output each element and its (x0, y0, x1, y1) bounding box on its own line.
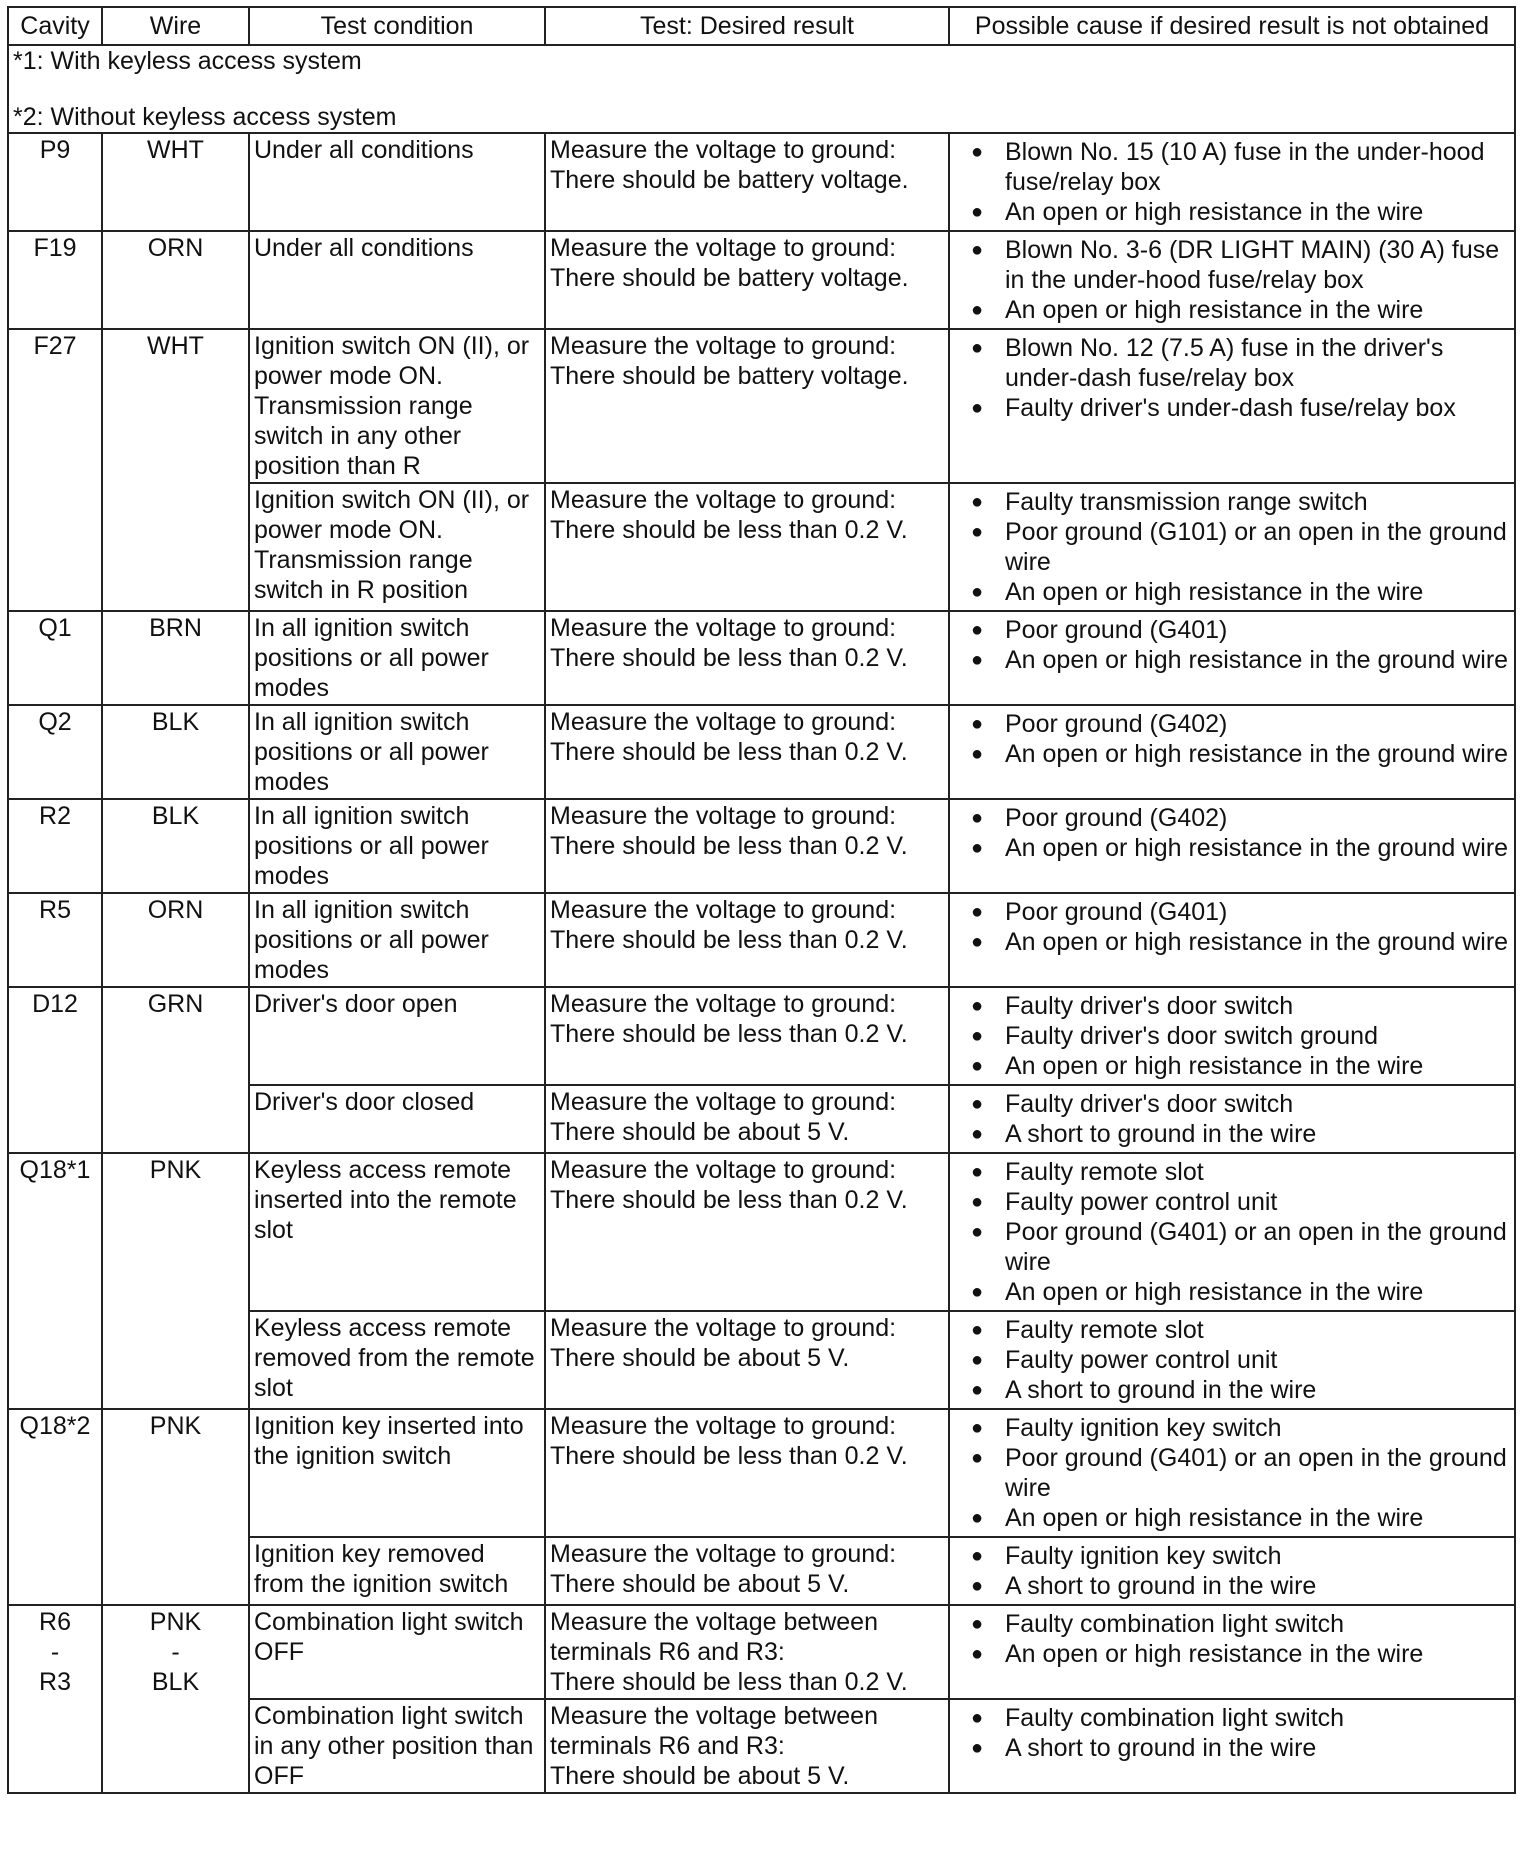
cause-item: ● Faulty driver's door switch (954, 991, 1510, 1021)
cause-item: ● Poor ground (G401) or an open in the ground wire (954, 1443, 1510, 1503)
table-row (8, 705, 1515, 799)
test-condition-cell (249, 611, 545, 705)
cavity-cell (8, 329, 102, 611)
cause-item: ● An open or high resistance in the ground wire (954, 739, 1510, 769)
possible-cause-cell (949, 1153, 1515, 1311)
possible-cause-cell (949, 483, 1515, 611)
wire-cell (102, 987, 249, 1153)
test-condition: Driver's door closed (254, 1088, 475, 1116)
cause-item: ● Poor ground (G402) (954, 803, 1510, 833)
cause-list (954, 707, 1510, 771)
test-condition-cell (249, 329, 545, 483)
table-row (8, 987, 1515, 1085)
desired-result-line: Measure the voltage to ground: (550, 990, 897, 1018)
wire-color: PNK (149, 1156, 202, 1184)
wire-color: BLK (151, 802, 200, 830)
cause-item: ● Poor ground (G402) (954, 709, 1510, 739)
test-condition: Combination light switch OFF (254, 1608, 524, 1666)
desired-result-line: There should be less than 0.2 V. (550, 1186, 908, 1214)
cause-item: ● Poor ground (G101) or an open in the ground wire (954, 517, 1510, 577)
test-condition-cell (249, 893, 545, 987)
cause-item: ● Poor ground (G401) or an open in the ground wire (954, 1217, 1510, 1277)
cause-item: ● Faulty driver's under-dash fuse/relay box (954, 393, 1510, 423)
cause-item: ● Blown No. 3-6 (DR LIGHT MAIN) (30 A) fuse in the under-hood fuse/relay box (954, 235, 1510, 295)
wire-cell (102, 799, 249, 893)
table-row (8, 611, 1515, 705)
desired-result-cell (545, 1085, 949, 1153)
wire-color: WHT (147, 136, 204, 164)
cause-item: ● Poor ground (G401) (954, 897, 1510, 927)
cavity-label: P9 (39, 136, 71, 164)
wire-color: ORN (147, 896, 204, 924)
desired-result-cell (545, 1153, 949, 1311)
desired-result-cell (545, 329, 949, 483)
wire-color: - (171, 1638, 180, 1666)
desired-result-line: There should be battery voltage. (550, 362, 909, 390)
diagnostic-table (7, 6, 1516, 1794)
table-row (8, 231, 1515, 329)
desired-result-line: There should be less than 0.2 V. (550, 738, 908, 766)
wire-cell (102, 611, 249, 705)
wire-color: BLK (151, 708, 200, 736)
test-condition-cell (249, 705, 545, 799)
desired-result-line: Measure the voltage to ground: (550, 1412, 897, 1440)
cause-item: ● A short to ground in the wire (954, 1119, 1510, 1149)
possible-cause-cell (949, 1409, 1515, 1537)
test-condition-cell (249, 1605, 545, 1699)
table-row (8, 893, 1515, 987)
cause-item: ● An open or high resistance in the wire (954, 577, 1510, 607)
wire-color: WHT (147, 332, 204, 360)
cause-list (954, 1539, 1510, 1603)
test-condition-cell (249, 1153, 545, 1311)
desired-result-line: terminals R6 and R3: (550, 1732, 785, 1760)
desired-result-line: Measure the voltage to ground: (550, 802, 897, 830)
possible-cause-cell (949, 1699, 1515, 1793)
wire-color: PNK (149, 1412, 202, 1440)
cause-item: ● Blown No. 15 (10 A) fuse in the under-hood fuse/relay box (954, 137, 1510, 197)
cause-item: ● An open or high resistance in the ground wire (954, 927, 1510, 957)
desired-result-line: There should be less than 0.2 V. (550, 516, 908, 544)
wire-color: BRN (149, 614, 202, 642)
desired-result-cell (545, 1699, 949, 1793)
test-condition: In all ignition switch positions or all power modes (254, 614, 489, 702)
cause-item: ● An open or high resistance in the wire (954, 1051, 1510, 1081)
possible-cause-cell (949, 1605, 1515, 1699)
wire-cell (102, 329, 249, 611)
desired-result-line: Measure the voltage to ground: (550, 136, 897, 164)
cause-item: ● An open or high resistance in the ground wire (954, 645, 1510, 675)
table-row (8, 1605, 1515, 1699)
cavity-cell (8, 705, 102, 799)
wire-cell (102, 133, 249, 231)
cause-list (954, 233, 1510, 327)
desired-result-cell (545, 987, 949, 1085)
cause-list (954, 485, 1510, 609)
test-condition: Keyless access remote removed from the remote slot (254, 1314, 535, 1402)
cause-item: ● Faulty power control unit (954, 1345, 1510, 1375)
cavity-label: - (50, 1638, 60, 1666)
possible-cause-cell (949, 133, 1515, 231)
test-condition-cell (249, 1699, 545, 1793)
test-condition: Under all conditions (254, 234, 474, 262)
test-condition-cell (249, 133, 545, 231)
desired-result-line: Measure the voltage to ground: (550, 332, 897, 360)
footnote-1: *1: With keyless access system (13, 47, 362, 75)
wire-cell (102, 893, 249, 987)
cavity-label: D12 (32, 990, 78, 1018)
desired-result-line: Measure the voltage to ground: (550, 1314, 897, 1342)
test-condition-cell (249, 1311, 545, 1409)
cavity-cell (8, 1153, 102, 1409)
wire-color: ORN (147, 234, 204, 262)
desired-result-cell (545, 1605, 949, 1699)
cavity-cell (8, 799, 102, 893)
cavity-cell (8, 231, 102, 329)
cavity-cell (8, 1409, 102, 1605)
desired-result-line: Measure the voltage to ground: (550, 1540, 897, 1568)
cause-list (954, 1087, 1510, 1151)
cause-item: ● An open or high resistance in the wire (954, 1503, 1510, 1533)
header-test-condition: Test condition (249, 7, 545, 45)
cause-list (954, 613, 1510, 677)
desired-result-line: There should be less than 0.2 V. (550, 1442, 908, 1470)
wire-cell (102, 231, 249, 329)
desired-result-cell (545, 799, 949, 893)
desired-result-line: There should be less than 0.2 V. (550, 832, 908, 860)
test-condition: Combination light switch in any other position than OFF (254, 1702, 534, 1790)
test-condition: Ignition key inserted into the ignition switch (254, 1412, 524, 1470)
test-condition-cell (249, 1409, 545, 1537)
cause-list (954, 1155, 1510, 1309)
possible-cause-cell (949, 987, 1515, 1085)
cause-item: ● A short to ground in the wire (954, 1733, 1510, 1763)
header-desired-result: Test: Desired result (545, 7, 949, 45)
table-row (8, 1153, 1515, 1311)
wire-color: GRN (147, 990, 204, 1018)
cavity-cell (8, 611, 102, 705)
desired-result-cell (545, 483, 949, 611)
test-condition-cell (249, 987, 545, 1085)
cause-item: ● An open or high resistance in the wire (954, 295, 1510, 325)
cause-item: ● A short to ground in the wire (954, 1375, 1510, 1405)
test-condition-cell (249, 483, 545, 611)
cause-item: ● An open or high resistance in the wire (954, 1277, 1510, 1307)
test-condition: Under all conditions (254, 136, 474, 164)
desired-result-line: Measure the voltage to ground: (550, 1156, 897, 1184)
desired-result-cell (545, 705, 949, 799)
cause-list (954, 135, 1510, 229)
desired-result-line: There should be less than 0.2 V. (550, 644, 908, 672)
cause-item: ● Faulty power control unit (954, 1187, 1510, 1217)
cavity-cell (8, 987, 102, 1153)
table-row (8, 329, 1515, 483)
cavity-label: F19 (33, 234, 77, 262)
table-row (8, 133, 1515, 231)
test-condition-cell (249, 1537, 545, 1605)
cause-list (954, 895, 1510, 959)
possible-cause-cell (949, 705, 1515, 799)
desired-result-cell (545, 893, 949, 987)
wire-color: BLK (151, 1668, 200, 1696)
cause-item: ● Faulty combination light switch (954, 1609, 1510, 1639)
desired-result-line: Measure the voltage to ground: (550, 614, 897, 642)
table-row (8, 1409, 1515, 1537)
possible-cause-cell (949, 231, 1515, 329)
cause-item: ● Faulty ignition key switch (954, 1541, 1510, 1571)
cause-item: ● Faulty combination light switch (954, 1703, 1510, 1733)
cause-list (954, 1607, 1510, 1671)
cause-item: ● Faulty driver's door switch ground (954, 1021, 1510, 1051)
cause-list (954, 1313, 1510, 1407)
wire-cell (102, 1153, 249, 1409)
notes-row (8, 45, 1515, 133)
test-condition-cell (249, 231, 545, 329)
cause-item: ● A short to ground in the wire (954, 1571, 1510, 1601)
possible-cause-cell (949, 329, 1515, 483)
test-condition-cell (249, 1085, 545, 1153)
wire-cell (102, 1605, 249, 1793)
table-body (8, 45, 1515, 1793)
cause-list (954, 1701, 1510, 1765)
desired-result-cell (545, 231, 949, 329)
cause-list (954, 331, 1510, 425)
desired-result-line: There should be less than 0.2 V. (550, 1668, 908, 1696)
cause-item: ● Faulty transmission range switch (954, 487, 1510, 517)
cavity-label: R3 (39, 1668, 71, 1696)
cause-list (954, 1411, 1510, 1535)
header-cavity: Cavity (8, 7, 102, 45)
desired-result-line: Measure the voltage to ground: (550, 234, 897, 262)
possible-cause-cell (949, 611, 1515, 705)
table-row (8, 799, 1515, 893)
test-condition: In all ignition switch positions or all power modes (254, 708, 489, 796)
cavity-label: Q18*1 (19, 1156, 91, 1184)
cavity-label: Q1 (38, 614, 72, 642)
desired-result-line: Measure the voltage between (550, 1702, 878, 1730)
header-possible-cause: Possible cause if desired result is not obtained (949, 7, 1515, 45)
header-wire: Wire (102, 7, 249, 45)
header-row (8, 7, 1515, 45)
possible-cause-cell (949, 799, 1515, 893)
cause-item: ● Poor ground (G401) (954, 615, 1510, 645)
test-condition: Driver's door open (254, 990, 458, 1018)
desired-result-line: Measure the voltage to ground: (550, 708, 897, 736)
cause-list (954, 989, 1510, 1083)
cause-item: ● Faulty ignition key switch (954, 1413, 1510, 1443)
cause-item: ● An open or high resistance in the ground wire (954, 833, 1510, 863)
cause-item: ● An open or high resistance in the wire (954, 197, 1510, 227)
test-condition-cell (249, 799, 545, 893)
cavity-label: Q2 (38, 708, 72, 736)
cavity-cell (8, 893, 102, 987)
cause-item: ● Blown No. 12 (7.5 A) fuse in the driver's under-dash fuse/relay box (954, 333, 1510, 393)
cavity-label: F27 (33, 332, 77, 360)
test-condition: In all ignition switch positions or all power modes (254, 802, 489, 890)
desired-result-line: There should be about 5 V. (550, 1344, 850, 1372)
desired-result-line: Measure the voltage to ground: (550, 1088, 897, 1116)
cavity-cell (8, 1605, 102, 1793)
possible-cause-cell (949, 893, 1515, 987)
cause-item: ● Faulty remote slot (954, 1157, 1510, 1187)
desired-result-line: There should be less than 0.2 V. (550, 1020, 908, 1048)
desired-result-line: There should be battery voltage. (550, 166, 909, 194)
desired-result-line: There should be less than 0.2 V. (550, 926, 908, 954)
footnotes-cell (8, 45, 1515, 133)
desired-result-line: There should be about 5 V. (550, 1762, 850, 1790)
desired-result-line: There should be about 5 V. (550, 1118, 850, 1146)
possible-cause-cell (949, 1085, 1515, 1153)
test-condition: Ignition key removed from the ignition switch (254, 1540, 509, 1598)
desired-result-line: terminals R6 and R3: (550, 1638, 785, 1666)
cavity-cell (8, 133, 102, 231)
test-condition: Keyless access remote inserted into the remote slot (254, 1156, 517, 1244)
test-condition: In all ignition switch positions or all power modes (254, 896, 489, 984)
desired-result-cell (545, 611, 949, 705)
cause-item: ● An open or high resistance in the wire (954, 1639, 1510, 1669)
desired-result-cell (545, 133, 949, 231)
cavity-label: R5 (39, 896, 71, 924)
desired-result-cell (545, 1311, 949, 1409)
desired-result-line: There should be battery voltage. (550, 264, 909, 292)
test-condition: Ignition switch ON (II), or power mode ON. Transmission range switch in R position (254, 486, 530, 604)
cause-list (954, 801, 1510, 865)
desired-result-line: There should be about 5 V. (550, 1570, 850, 1598)
wire-color: PNK (149, 1608, 202, 1636)
cause-item: ● Faulty driver's door switch (954, 1089, 1510, 1119)
cavity-label: R2 (39, 802, 71, 830)
wire-cell (102, 705, 249, 799)
wire-cell (102, 1409, 249, 1605)
desired-result-cell (545, 1409, 949, 1537)
cause-item: ● Faulty remote slot (954, 1315, 1510, 1345)
possible-cause-cell (949, 1311, 1515, 1409)
desired-result-cell (545, 1537, 949, 1605)
footnote-2: *2: Without keyless access system (13, 103, 397, 131)
test-condition: Ignition switch ON (II), or power mode ON. Transmission range switch in any other position than R (254, 332, 530, 480)
possible-cause-cell (949, 1537, 1515, 1605)
desired-result-line: Measure the voltage to ground: (550, 896, 897, 924)
desired-result-line: Measure the voltage to ground: (550, 486, 897, 514)
cavity-label: R6 (39, 1608, 71, 1636)
desired-result-line: Measure the voltage between (550, 1608, 878, 1636)
cavity-label: Q18*2 (19, 1412, 91, 1440)
